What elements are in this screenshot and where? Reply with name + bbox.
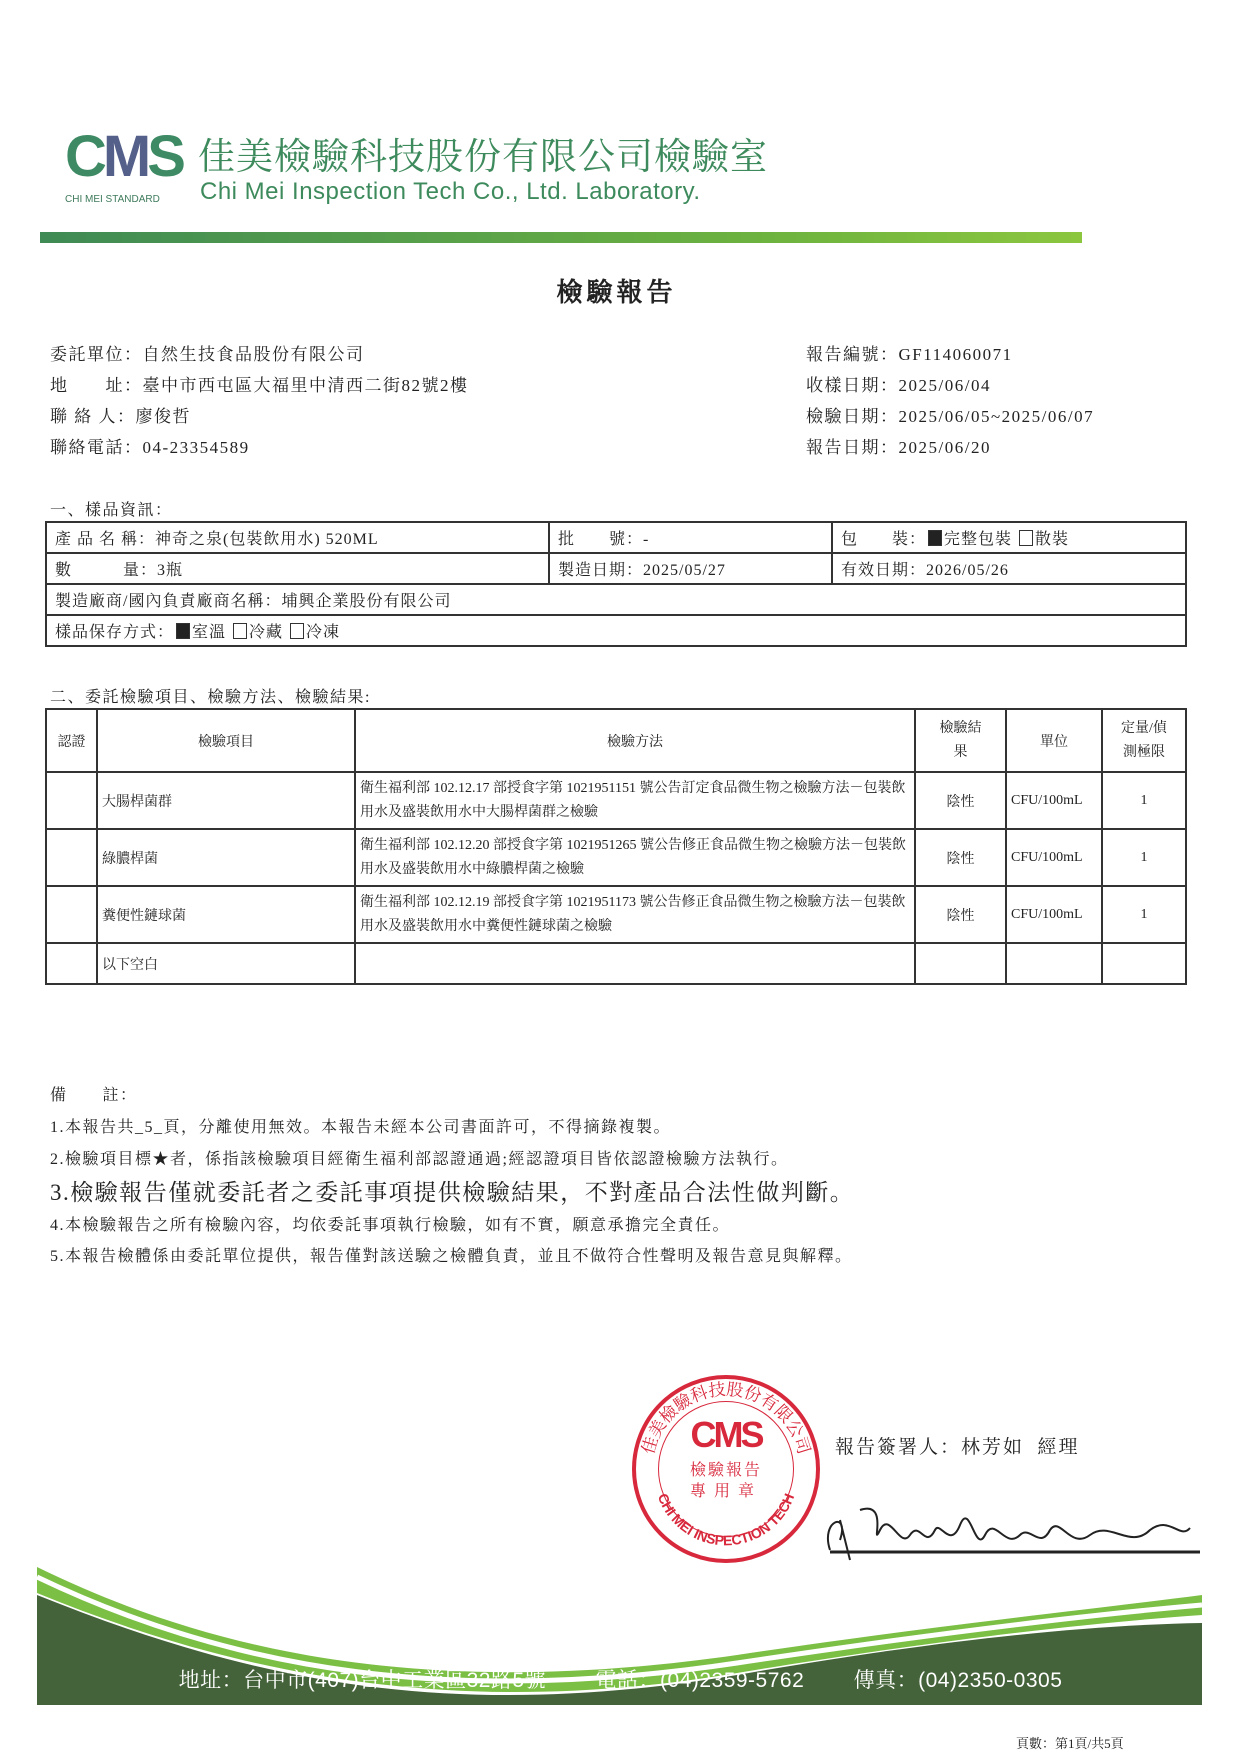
footer-phone: 電話：(04)2359-5762 <box>595 1669 805 1692</box>
package-option: 完整包裝 <box>944 531 1013 548</box>
table-row <box>46 829 1186 886</box>
seal-ring-bottom-text: CHI MEI INSPECTION TECH <box>654 1491 798 1549</box>
signatory-title: 經理 <box>1037 1437 1080 1458</box>
unit: CFU/100mL <box>1006 886 1102 943</box>
col-unit: 單位 <box>1006 709 1102 772</box>
batch-number: - <box>643 531 650 548</box>
test-result: 陰性 <box>915 772 1006 829</box>
contact-phone: 04-23354589 <box>142 438 250 457</box>
blank-note: 以下空白 <box>97 943 355 984</box>
remark-item: 2.檢驗項目標★者，係指該檢驗項目經衛生福利部認證通過;經認證項目皆依認證檢驗方法執行。 <box>50 1151 789 1168</box>
handwritten-signature <box>810 1480 1210 1570</box>
sample-heading: 一、樣品資訊： <box>50 502 173 519</box>
label: 有效日期： <box>841 562 927 579</box>
label: 聯絡電話： <box>50 438 143 457</box>
cell <box>355 943 915 984</box>
checkbox-checked <box>176 623 190 639</box>
test-result: 陰性 <box>915 886 1006 943</box>
header-divider <box>40 232 1082 243</box>
test-item: 綠膿桿菌 <box>97 829 355 886</box>
tests-heading: 二、委託檢驗項目、檢驗方法、檢驗結果: <box>50 689 371 706</box>
test-method: 衛生福利部 102.12.19 部授食字第 1021951173 號公告修正食品微生物之檢驗方法－包裝飲用水及盛裝飲用水中糞便性鏈球菌之檢驗 <box>355 886 915 943</box>
seal-logo: CMS <box>690 1414 762 1455</box>
remark-item: 3.檢驗報告僅就委託者之委託事項提供檢驗結果，不對產品合法性做判斷。 <box>50 1180 855 1205</box>
footer-fax: 傳真：(04)2350-0305 <box>853 1669 1063 1692</box>
label: 地 址： <box>50 376 143 395</box>
unit: CFU/100mL <box>1006 829 1102 886</box>
remark-item: 1.本報告共_5_頁，分離使用無效。本報告未經本公司書面許可，不得摘錄複製。 <box>50 1119 672 1136</box>
seal-text: 檢驗報告 <box>689 1462 762 1479</box>
label: 聯 絡 人： <box>50 407 136 426</box>
storage-option: 室溫 <box>192 624 227 641</box>
logo-subtitle: CHI MEI STANDARD <box>65 194 160 205</box>
manufacture-date: 2025/05/27 <box>643 562 726 579</box>
storage-option: 冷凍 <box>306 624 341 641</box>
checkbox-unchecked <box>233 623 247 639</box>
test-item: 大腸桿菌群 <box>97 772 355 829</box>
detection-limit: 1 <box>1102 829 1186 886</box>
client-name: 自然生技食品股份有限公司 <box>142 345 365 364</box>
package-option: 散裝 <box>1035 531 1070 548</box>
test-item: 糞便性鏈球菌 <box>97 886 355 943</box>
expiry-date: 2026/05/26 <box>926 562 1009 579</box>
label: 委託單位： <box>50 345 143 364</box>
footer-contact <box>0 1664 1241 1694</box>
document-title: 檢驗報告 <box>556 278 677 307</box>
company-seal <box>632 1375 820 1563</box>
company-name-cn: 佳美檢驗科技股份有限公司檢驗室 <box>198 136 768 177</box>
label: 報告編號： <box>806 345 899 364</box>
company-name-en: Chi Mei Inspection Tech Co., Ltd. Laboratory. <box>200 178 701 205</box>
detection-limit: 1 <box>1102 886 1186 943</box>
report-info <box>806 340 1094 464</box>
remark-item: 5.本報告檢體係由委託單位提供，報告僅對該送驗之檢體負責，並且不做符合性聲明及報告意見與解釋。 <box>50 1248 853 1265</box>
label: 樣品保存方式： <box>55 624 175 641</box>
receive-date: 2025/06/04 <box>898 376 991 395</box>
label: 製造日期： <box>558 562 644 579</box>
tests-table <box>45 708 1187 985</box>
label: 批 號： <box>558 531 644 548</box>
checkbox-unchecked <box>290 623 304 639</box>
cert <box>46 886 97 943</box>
test-date: 2025/06/05~2025/06/07 <box>898 407 1095 426</box>
report-date: 2025/06/20 <box>898 438 991 457</box>
cert <box>46 829 97 886</box>
seal-text: 專用章 <box>689 1483 762 1500</box>
checkbox-unchecked <box>1019 530 1033 546</box>
label: 製造廠商/國內負責廠商名稱： <box>55 593 282 610</box>
client-address: 臺中市西屯區大福里中清西二街82號2樓 <box>142 376 469 395</box>
col-result: 檢驗結果 <box>915 709 1006 772</box>
table-row-blank <box>46 943 1186 984</box>
storage-option: 冷藏 <box>249 624 284 641</box>
cell <box>46 943 97 984</box>
table-row <box>46 886 1186 943</box>
remarks-heading: 備 註： <box>50 1087 138 1104</box>
col-cert: 認證 <box>46 709 97 772</box>
label: 報告日期： <box>806 438 899 457</box>
label: 數 量： <box>55 562 158 579</box>
signatory <box>835 1432 1080 1459</box>
cert <box>46 772 97 829</box>
client-info <box>50 340 469 464</box>
page-number: 頁數：第1頁/共5頁 <box>1016 1736 1124 1751</box>
label: 產 品 名 稱： <box>55 531 156 548</box>
label: 收樣日期： <box>806 376 899 395</box>
checkbox-checked <box>928 530 942 546</box>
company-logo <box>65 122 187 212</box>
table-header <box>46 709 1186 772</box>
col-method: 檢驗方法 <box>355 709 915 772</box>
product-name: 神奇之泉(包裝飲用水) 520ML <box>155 531 379 548</box>
remark-item: 4.本檢驗報告之所有檢驗內容，均依委託事項執行檢驗，如有不實，願意承擔完全責任。 <box>50 1217 731 1234</box>
seal-ring-top-text: 佳美檢驗科技股份有限公司 <box>638 1379 814 1457</box>
col-limit: 定量/偵測極限 <box>1102 709 1186 772</box>
detection-limit: 1 <box>1102 772 1186 829</box>
sample-table <box>45 521 1187 647</box>
test-method: 衛生福利部 102.12.17 部授食字第 1021951151 號公告訂定食品微生物之檢驗方法－包裝飲用水及盛裝飲用水中大腸桿菌群之檢驗 <box>355 772 915 829</box>
quantity: 3瓶 <box>157 562 184 579</box>
table-row <box>46 772 1186 829</box>
footer-address: 地址：台中市(407)台中工業區32路5號 <box>178 1669 547 1692</box>
label: 包 裝： <box>841 531 927 548</box>
cell <box>1006 943 1102 984</box>
logo-mark: CMS <box>65 124 182 189</box>
manufacturer: 埔興企業股份有限公司 <box>281 593 452 610</box>
label: 報告簽署人： <box>835 1437 962 1458</box>
cell <box>1102 943 1186 984</box>
test-method: 衛生福利部 102.12.20 部授食字第 1021951265 號公告修正食品微生物之檢驗方法－包裝飲用水及盛裝飲用水中綠膿桿菌之檢驗 <box>355 829 915 886</box>
cell <box>915 943 1006 984</box>
signatory-name: 林芳如 <box>961 1437 1025 1458</box>
contact-person: 廖俊哲 <box>135 407 191 426</box>
test-result: 陰性 <box>915 829 1006 886</box>
label: 檢驗日期： <box>806 407 899 426</box>
report-number: GF114060071 <box>898 345 1013 364</box>
col-item: 檢驗項目 <box>97 709 355 772</box>
unit: CFU/100mL <box>1006 772 1102 829</box>
